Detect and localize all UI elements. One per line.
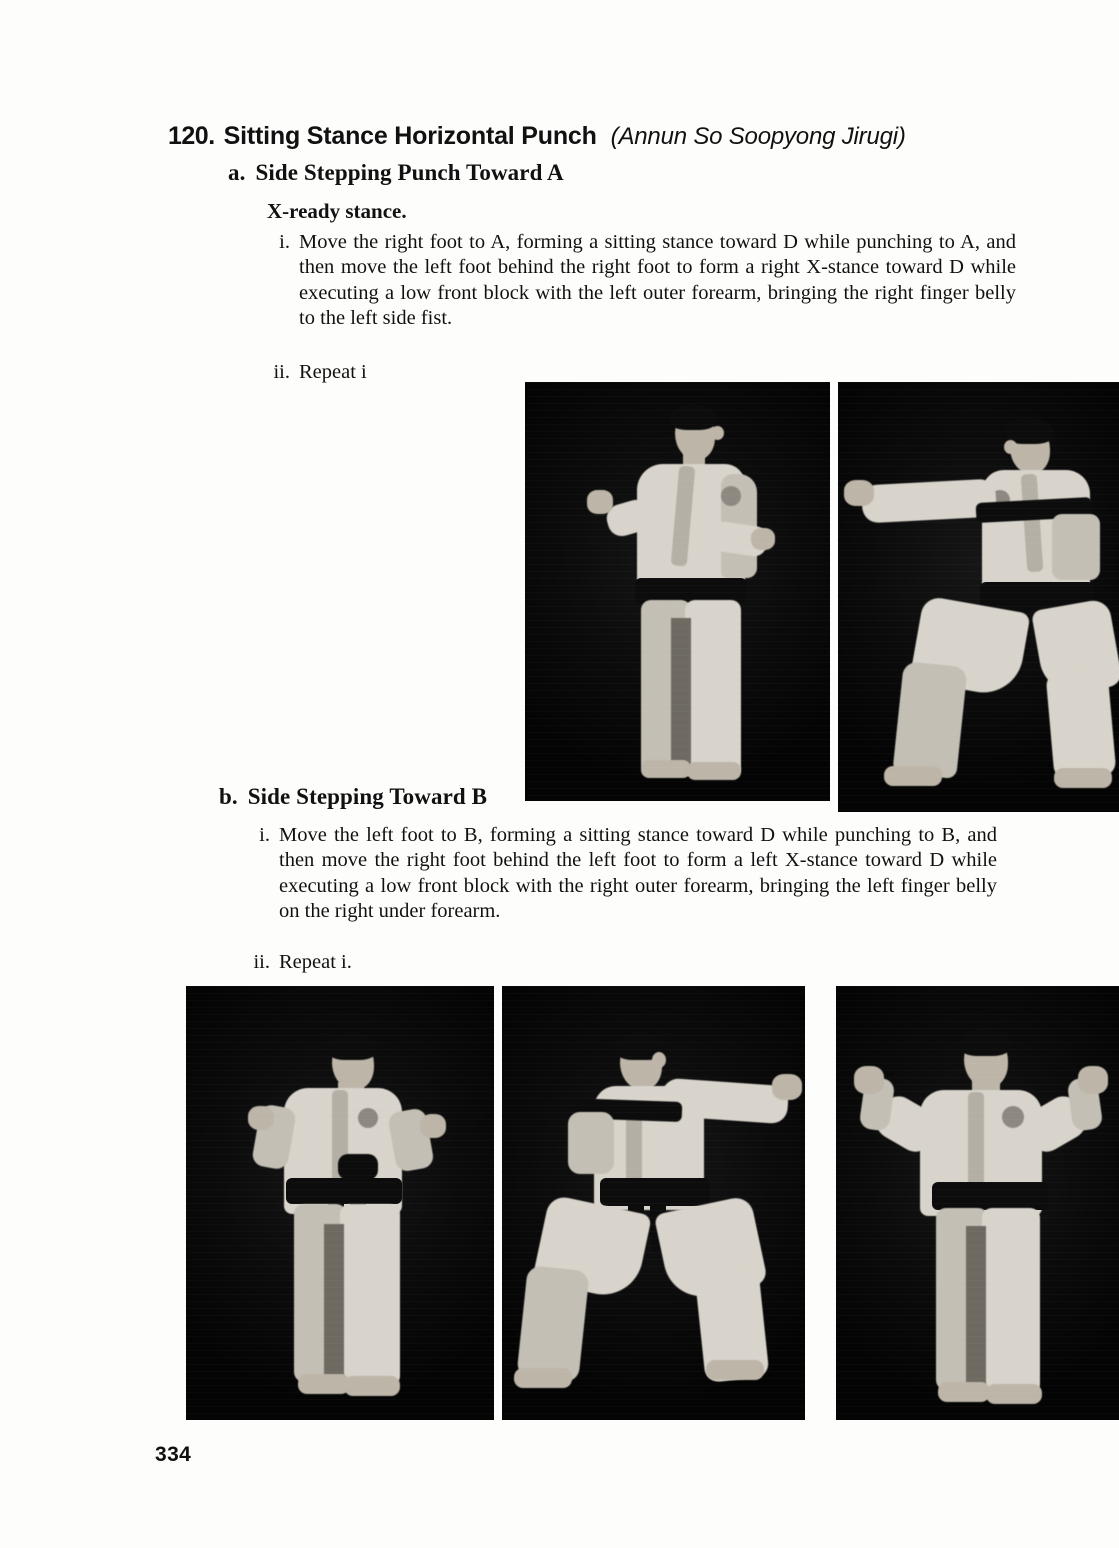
step-a-ii-marker: ii. [273,361,290,383]
step-a-i-text: Move the right foot to A, forming a sitting stance toward D while punching to A, and then move the left foot behind the right foot to form a right X-stance toward D while executing a low front block with the left outer forearm, bringing the right finger belly to the left side fist. [299,231,1016,330]
figure-left-fist [587,490,613,514]
figure-leg-shadow [966,1226,986,1386]
figure-belt [286,1178,402,1204]
figure-hair [958,1028,1012,1056]
section-number: 120. [168,122,215,150]
page-number: 334 [155,1443,192,1466]
figure-right-foot [1054,768,1112,788]
figure-right-leg [982,1208,1040,1394]
figure-left-foot [641,760,691,778]
photo-x-ready-stance-front [186,986,494,1420]
subsection-b-heading [219,784,487,810]
figure-left-foot [298,1374,350,1394]
figure-crossed-hands [338,1154,378,1180]
figure-rear-arm [1052,514,1100,580]
photo-sitting-stance-punch-right [838,382,1119,812]
subsection-a-title: Side Stepping Punch Toward A [255,160,564,185]
figure-right-shin [1045,668,1116,781]
figure-right-leg [340,1204,400,1386]
step-b-i-marker: i. [259,824,270,846]
figure-leg-shadow [324,1224,344,1380]
figure-face-profile [711,426,724,440]
subsection-a-label: a. [228,160,246,185]
figure-left-shin [516,1265,589,1383]
figure-hair [669,404,717,430]
figure-right-fist [1078,1066,1108,1094]
step-b-i [252,823,997,925]
subsection-a-heading [228,160,564,186]
photo-sitting-stance-punch-left [502,986,805,1420]
figure-left-shin [892,661,967,779]
figure-face-profile [652,1052,666,1068]
step-a-i [272,230,1016,332]
figure-right-fist [751,528,775,550]
figure-right-fist [420,1114,446,1138]
step-b-ii-text: Repeat i. [279,951,352,973]
step-b-ii [252,950,552,975]
step-b-i-text: Move the left foot to B, forming a sitting stance toward D while punching to B, and then move the right foot behind the left foot to form a left X-stance toward D while executing a low front block with the right outer forearm, bringing the left finger belly on the right under forearm. [279,824,997,923]
section-title: Sitting Stance Horizontal Punch [223,122,597,150]
section-korean-name: (Annun So Soopyong Jirugi) [610,123,906,150]
figure-punching-fist [772,1074,802,1100]
step-b-ii-marker: ii. [253,951,270,973]
figure-left-foot [514,1368,572,1388]
figure-left-fist [854,1066,884,1094]
figure-leg-shadow [671,618,691,768]
figure-left-foot [938,1382,990,1402]
figure-punching-fist [844,480,874,506]
figure-right-foot [344,1376,400,1396]
figure-rear-arm [568,1112,614,1174]
figure-emblem [358,1108,378,1128]
figure-lapel [968,1092,984,1190]
subsection-b-label: b. [219,784,238,809]
figure-right-leg [685,600,741,776]
figure-face-profile [1004,440,1017,454]
figure-right-foot [706,1360,764,1380]
figure-emblem [1002,1106,1024,1128]
section-heading [168,122,1068,151]
figure-right-foot [687,762,741,780]
photo-ready-stance-both-fists-raised [836,986,1119,1420]
figure-hair [326,1032,378,1060]
ready-stance-note: X-ready stance. [267,199,407,223]
figure-emblem [721,486,741,506]
step-a-ii-text: Repeat i [299,361,367,383]
subsection-b-title: Side Stepping Toward B [247,784,488,809]
figure-left-fist [248,1106,274,1130]
figure-right-foot [986,1384,1042,1404]
figure-left-foot [884,766,942,786]
photo-ready-stance [525,382,830,801]
step-a-i-marker: i. [279,231,290,253]
